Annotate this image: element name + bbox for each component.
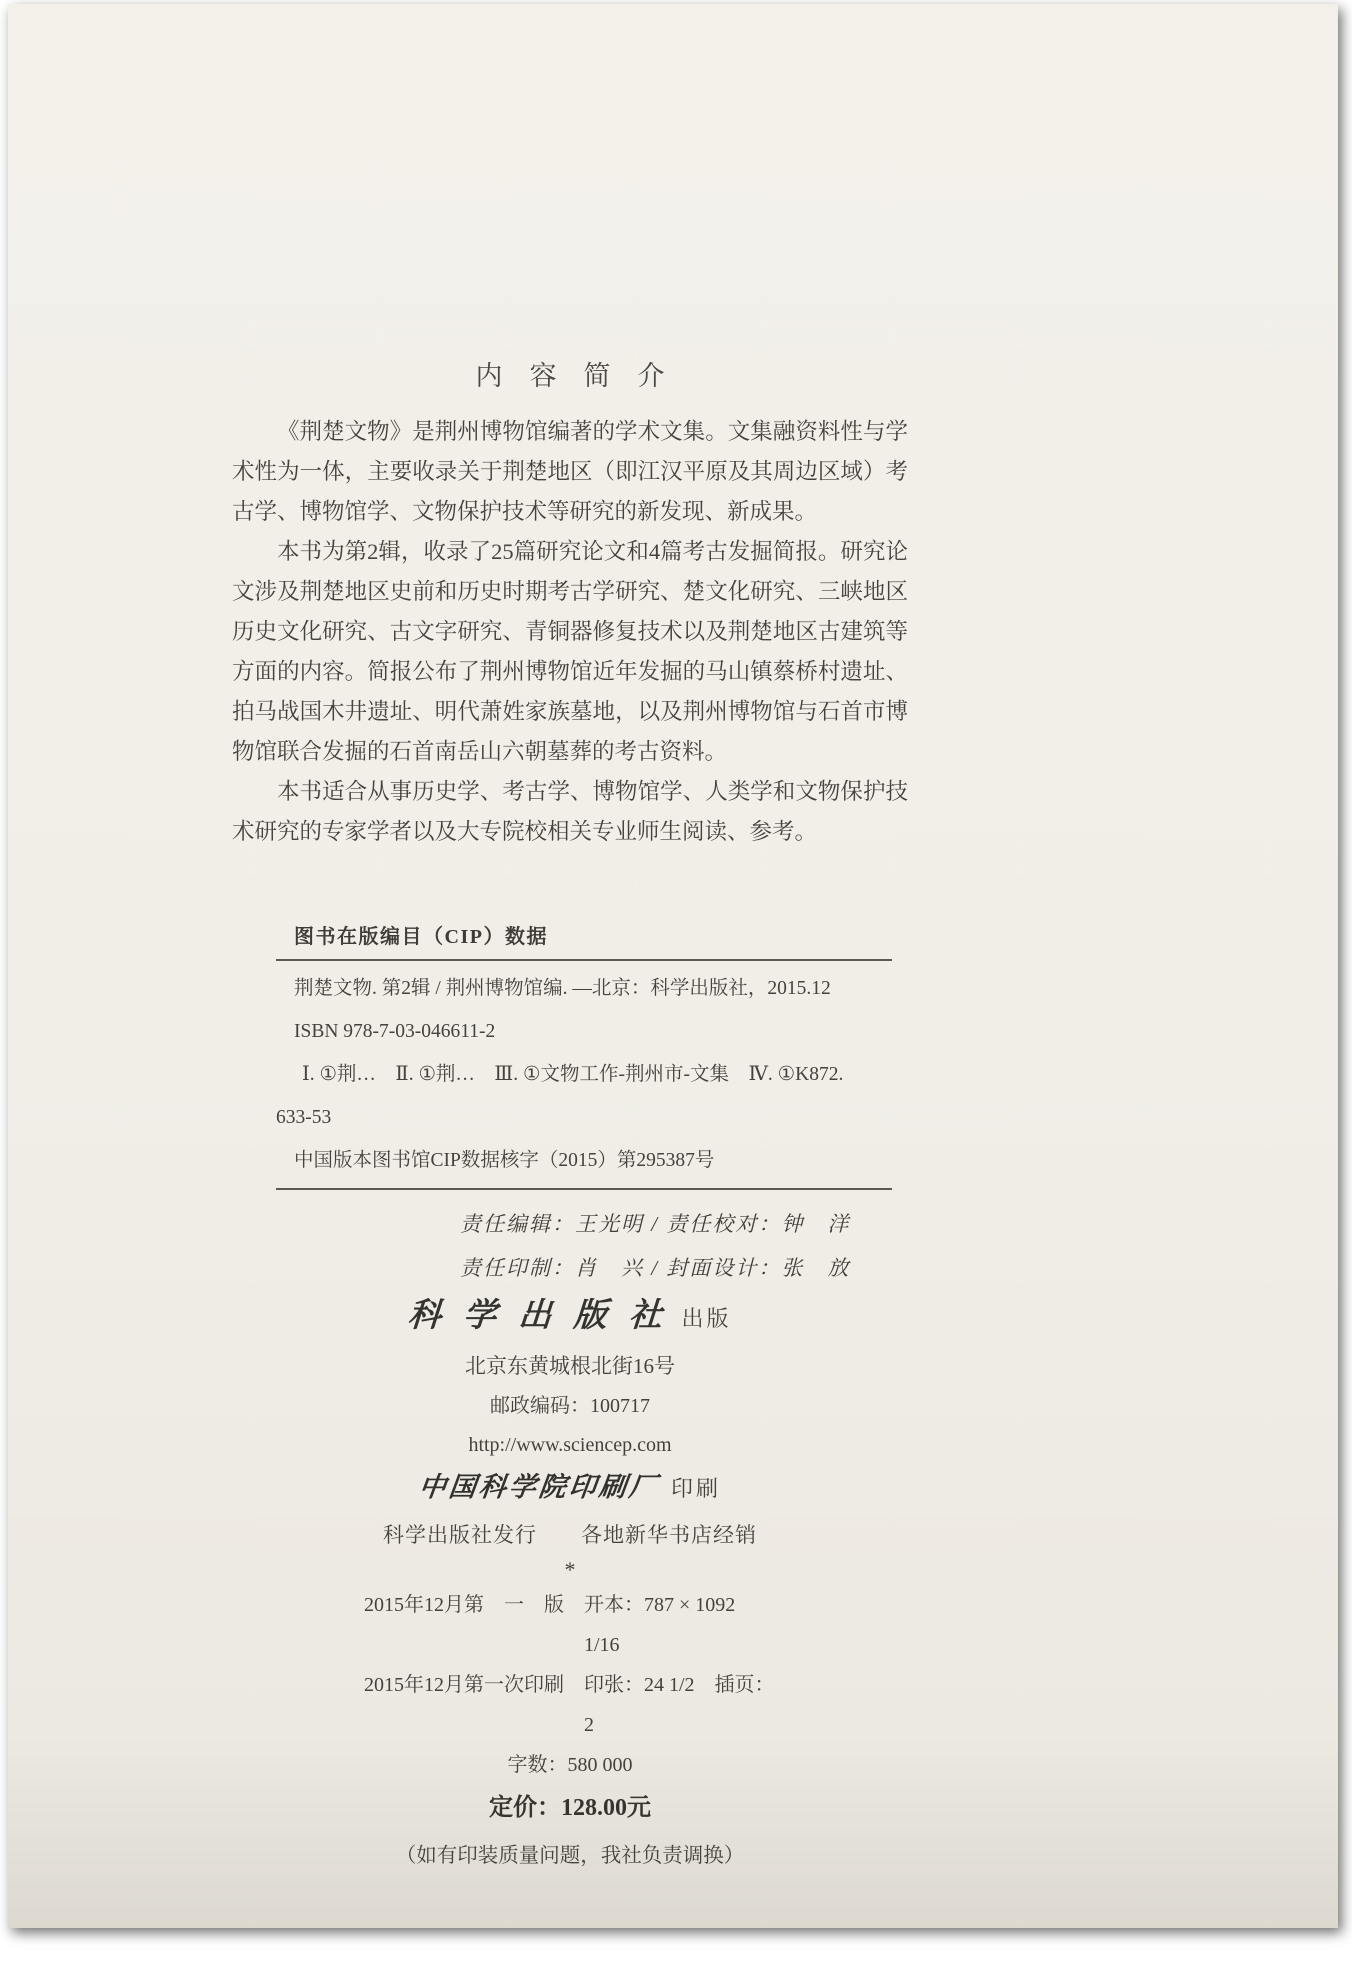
printing-credits-line: 责任印制：肖 兴 / 封面设计：张 放	[460, 1256, 851, 1280]
quality-notice: （如有印装质量问题，我社负责调换）	[395, 1845, 745, 1867]
cip-isbn-line: ISBN 978-7-03-046611-2	[294, 1021, 496, 1042]
printer-logotype: 中国科学院印刷厂	[417, 1472, 661, 1502]
summary-paragraph: 本书为第2辑，收录了25篇研究论文和4篇考古发掘简报。研究论文涉及荆楚地区史前和历史时期考古学研究、楚文化研究、三峡地区历史文化研究、古文字研究、青铜器修复技术以及荆楚地区古建筑等方面的内容。简报公布了荆州博物馆近年发掘的马山镇蔡桥村遗址、拍马战国木井遗址、明代萧姓家族墓地，以及荆州博物馆与石首市博物馆联合发掘的石首南岳山六朝墓葬的考古资料。	[232, 539, 908, 764]
summary-paragraph: 本书适合从事历史学、考古学、博物馆学、人类学和文物保护技术研究的专家学者以及大专院校相关专业师生阅读、参考。	[232, 779, 908, 844]
cip-divider-bottom	[276, 1188, 892, 1190]
price-label: 定价：	[489, 1795, 561, 1821]
cip-divider-top	[276, 959, 892, 961]
edition-row-1	[364, 1585, 776, 1665]
cip-classification-line: Ⅰ. ①荆… Ⅱ. ①荆… Ⅲ. ①文物工作-荆州市-文集 Ⅳ. ①K872.	[302, 1064, 844, 1085]
cip-title-line: 荆楚文物. 第2辑 / 荆州博物馆编. —北京：科学出版社，2015.12	[294, 978, 831, 999]
cip-data-block	[232, 920, 908, 1190]
price-line	[232, 1785, 908, 1831]
cip-heading: 图书在版编目（CIP）数据	[294, 926, 548, 948]
price-value: 128.00元	[561, 1795, 651, 1821]
printing-date: 2015年12月第一次印刷	[364, 1674, 564, 1696]
cip-body	[232, 967, 908, 1182]
cip-record-number-line: 中国版本图书馆CIP数据核字（2015）第295387号	[294, 1150, 715, 1171]
summary-paragraph: 《荆楚文物》是荆州博物馆编著的学术文集。文集融资料性与学术性为一体，主要收录关于荆楚地区（即江汉平原及其周边区域）考古学、博物馆学、文物保护技术等研究的新发现、新成果。	[232, 419, 908, 524]
asterisk-separator: *	[564, 1557, 576, 1582]
publisher-address: 北京东黄城根北街16号	[465, 1354, 675, 1378]
printer-line	[232, 1464, 908, 1515]
imprint-section	[232, 1292, 908, 1877]
format-spec: 开本：787 × 1092 1/16	[584, 1594, 756, 1656]
printer-role-label: 印刷	[670, 1476, 721, 1501]
edition-date: 2015年12月第 一 版	[364, 1594, 564, 1616]
responsibility-credits	[232, 1202, 908, 1290]
editing-credits-line: 责任编辑：王光明 / 责任校对：钟 洋	[460, 1212, 851, 1236]
postal-code: 邮政编码：100717	[490, 1395, 650, 1417]
content-summary	[232, 412, 908, 852]
word-count: 字数：580 000	[507, 1754, 633, 1776]
sheets-spec: 印张：24 1/2 插页：2	[584, 1674, 775, 1736]
cip-classification-continuation: 633-53	[276, 1107, 332, 1128]
book-copyright-page	[8, 4, 1338, 1928]
publisher-role-label: 出版	[681, 1306, 732, 1331]
publisher-logotype: 科 学 出 版 社	[407, 1298, 671, 1334]
edition-row-2	[364, 1665, 776, 1745]
publisher-website: http://www.sciencep.com	[468, 1434, 672, 1456]
page-title: 内 容 简 介	[475, 361, 665, 391]
publisher-line	[232, 1292, 908, 1346]
distribution-line: 科学出版社发行 各地新华书店经销	[383, 1523, 757, 1547]
